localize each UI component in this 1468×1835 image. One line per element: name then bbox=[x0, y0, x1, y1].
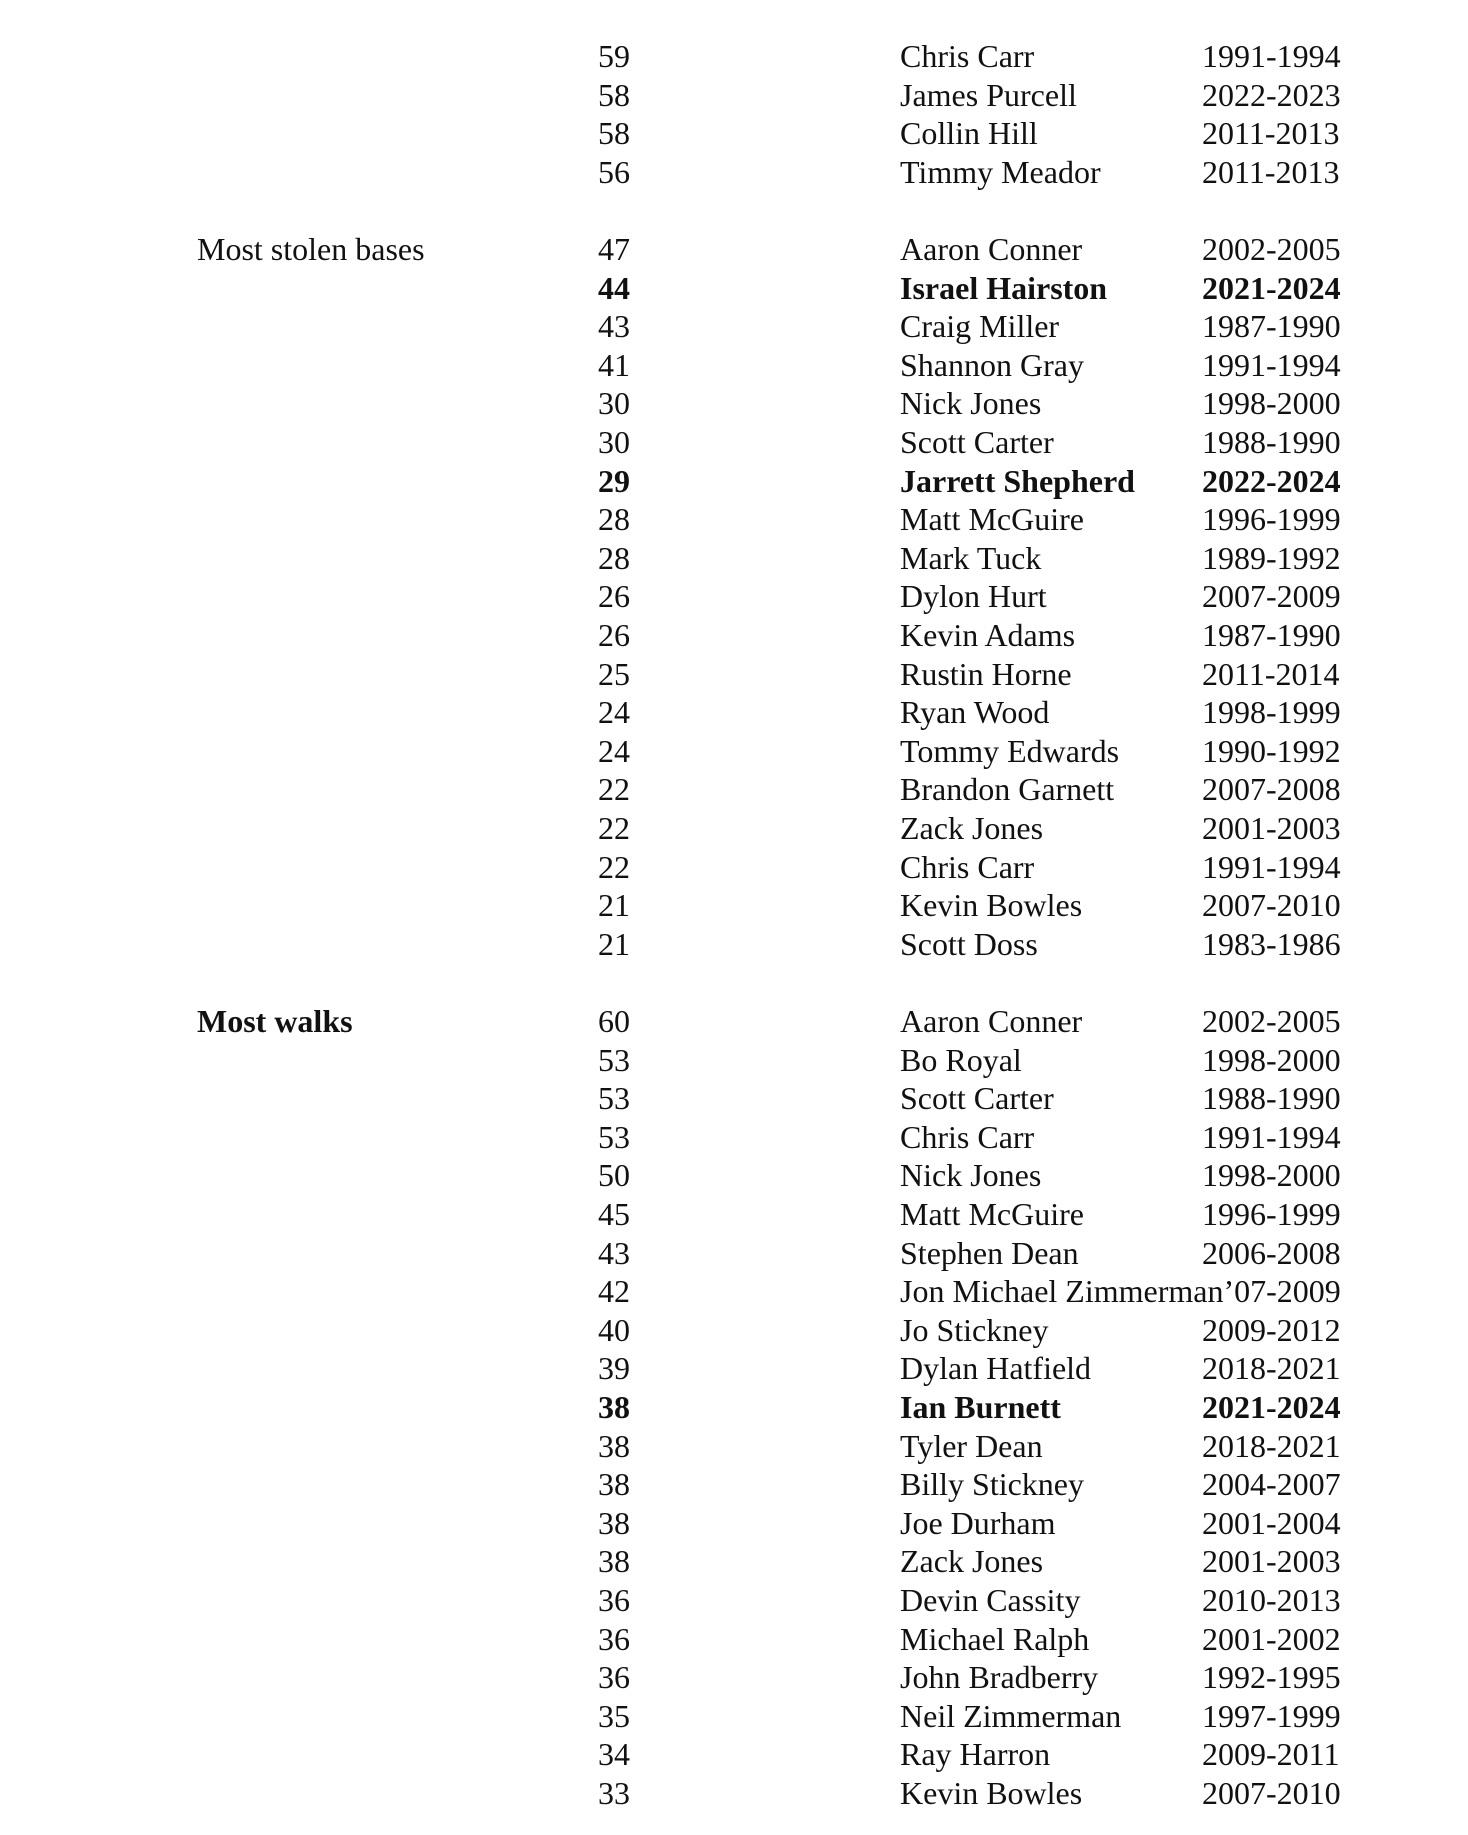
record-value: 28 bbox=[598, 539, 630, 576]
record-row bbox=[0, 1002, 1468, 1041]
player-years: 2002-2005 bbox=[1202, 231, 1341, 267]
player-years: 1997-1999 bbox=[1202, 1697, 1341, 1734]
player-name: Aaron Conner bbox=[900, 1003, 1083, 1039]
player-years: 2001-2004 bbox=[1202, 1504, 1341, 1541]
record-value: 38 bbox=[598, 1427, 630, 1464]
record-value: 44 bbox=[598, 269, 630, 306]
record-value: 38 bbox=[598, 1543, 630, 1580]
record-value: 28 bbox=[598, 501, 630, 538]
record-row bbox=[0, 732, 1468, 771]
player-years: 1991-1994 bbox=[1202, 848, 1341, 885]
record-row bbox=[0, 539, 1468, 578]
player-years: 2011-2014 bbox=[1202, 655, 1340, 692]
record-value: 60 bbox=[598, 1003, 630, 1039]
record-value: 56 bbox=[598, 153, 630, 190]
player-years: 1989-1992 bbox=[1202, 539, 1341, 576]
record-row bbox=[0, 1504, 1468, 1543]
player-name: Scott Doss bbox=[900, 925, 1038, 962]
record-row bbox=[0, 76, 1468, 115]
player-name: Jarrett Shepherd bbox=[900, 462, 1135, 499]
record-row bbox=[0, 462, 1468, 501]
record-row bbox=[0, 37, 1468, 76]
record-value: 38 bbox=[598, 1466, 630, 1503]
player-name: Neil Zimmerman bbox=[900, 1697, 1122, 1734]
record-row bbox=[0, 1272, 1468, 1311]
record-row bbox=[0, 1041, 1468, 1080]
record-value: 36 bbox=[598, 1659, 630, 1696]
record-row bbox=[0, 346, 1468, 385]
record-row bbox=[0, 848, 1468, 887]
player-name: Bo Royal bbox=[900, 1041, 1022, 1078]
player-name: Dylan Hatfield bbox=[900, 1350, 1092, 1387]
player-name: Nick Jones bbox=[900, 1157, 1042, 1194]
record-value: 22 bbox=[598, 771, 630, 808]
player-name: Aaron Conner bbox=[900, 231, 1083, 267]
player-years: 1998-2000 bbox=[1202, 1157, 1341, 1194]
player-name: Matt McGuire bbox=[900, 501, 1084, 538]
record-value: 26 bbox=[598, 578, 630, 615]
record-value: 38 bbox=[598, 1504, 630, 1541]
player-years: 1991-1994 bbox=[1202, 1118, 1341, 1155]
record-value: 29 bbox=[598, 462, 630, 499]
player-name: Shannon Gray bbox=[900, 346, 1084, 383]
record-value: 26 bbox=[598, 616, 630, 653]
player-years: 2018-2021 bbox=[1202, 1350, 1341, 1387]
record-value: 53 bbox=[598, 1041, 630, 1078]
record-row bbox=[0, 1465, 1468, 1504]
record-value: 41 bbox=[598, 346, 630, 383]
player-name: Zack Jones bbox=[900, 809, 1044, 846]
record-value: 36 bbox=[598, 1620, 630, 1657]
player-name: James Purcell bbox=[900, 76, 1077, 113]
player-years: 2018-2021 bbox=[1202, 1427, 1341, 1464]
record-value: 22 bbox=[598, 848, 630, 885]
record-value: 40 bbox=[598, 1311, 630, 1348]
record-row bbox=[0, 1658, 1468, 1697]
player-years: 2004-2007 bbox=[1202, 1466, 1341, 1503]
player-years: 1996-1999 bbox=[1202, 1195, 1341, 1232]
player-years: 1983-1986 bbox=[1202, 925, 1341, 962]
record-value: 38 bbox=[598, 1388, 630, 1425]
player-years: 2011-2013 bbox=[1202, 153, 1340, 190]
player-name: Craig Miller bbox=[900, 308, 1060, 345]
record-rows bbox=[0, 230, 1468, 963]
record-value: 53 bbox=[598, 1080, 630, 1117]
player-years: 2007-2009 bbox=[1202, 578, 1341, 615]
player-name: Devin Cassity bbox=[900, 1581, 1081, 1618]
record-value: 50 bbox=[598, 1157, 630, 1194]
player-name: Dylon Hurt bbox=[900, 578, 1047, 615]
record-row bbox=[0, 1079, 1468, 1118]
player-name: Israel Hairston bbox=[900, 269, 1108, 306]
record-value: 25 bbox=[598, 655, 630, 692]
player-years: 2011-2013 bbox=[1202, 115, 1340, 152]
player-name: Jo Stickney bbox=[900, 1311, 1049, 1348]
record-value: 43 bbox=[598, 308, 630, 345]
record-row bbox=[0, 1388, 1468, 1427]
player-name: Ray Harron bbox=[900, 1736, 1051, 1773]
player-years: 1998-2000 bbox=[1202, 1041, 1341, 1078]
player-name: Scott Carter bbox=[900, 423, 1054, 460]
record-row bbox=[0, 153, 1468, 192]
record-value: 39 bbox=[598, 1350, 630, 1387]
player-name: Kevin Bowles bbox=[900, 887, 1083, 924]
record-row bbox=[0, 1311, 1468, 1350]
player-years: 2021-2024 bbox=[1202, 269, 1341, 306]
record-row bbox=[0, 307, 1468, 346]
record-row bbox=[0, 886, 1468, 925]
player-name: Collin Hill bbox=[900, 115, 1038, 152]
record-rows bbox=[0, 1002, 1468, 1812]
record-row bbox=[0, 1697, 1468, 1736]
record-row bbox=[0, 1542, 1468, 1581]
record-rows bbox=[0, 37, 1468, 191]
player-name: Matt McGuire bbox=[900, 1195, 1084, 1232]
player-name: Nick Jones bbox=[900, 385, 1042, 422]
record-row bbox=[0, 655, 1468, 694]
record-row bbox=[0, 1620, 1468, 1659]
player-years: 2009-2012 bbox=[1202, 1311, 1341, 1348]
player-name: Mark Tuck bbox=[900, 539, 1042, 576]
record-row bbox=[0, 1735, 1468, 1774]
record-value: 53 bbox=[598, 1118, 630, 1155]
record-value: 30 bbox=[598, 423, 630, 460]
record-value: 22 bbox=[598, 809, 630, 846]
record-value: 30 bbox=[598, 385, 630, 422]
record-value: 24 bbox=[598, 694, 630, 731]
player-name: Chris Carr bbox=[900, 848, 1035, 885]
record-row bbox=[0, 1581, 1468, 1620]
section-label: Most walks bbox=[197, 1003, 353, 1039]
record-row bbox=[0, 269, 1468, 308]
player-name: Tommy Edwards bbox=[900, 732, 1120, 769]
player-name: Stephen Dean bbox=[900, 1234, 1079, 1271]
record-row bbox=[0, 577, 1468, 616]
player-years: 1996-1999 bbox=[1202, 501, 1341, 538]
record-value: 35 bbox=[598, 1697, 630, 1734]
player-years: 1987-1990 bbox=[1202, 308, 1341, 345]
player-name: Rustin Horne bbox=[900, 655, 1072, 692]
player-name: Zack Jones bbox=[900, 1543, 1044, 1580]
player-name: John Bradberry bbox=[900, 1659, 1099, 1696]
player-years: 2021-2024 bbox=[1202, 1388, 1341, 1425]
player-years: 2010-2013 bbox=[1202, 1581, 1341, 1618]
record-value: 36 bbox=[598, 1581, 630, 1618]
player-name: Joe Durham bbox=[900, 1504, 1056, 1541]
player-years: 2001-2003 bbox=[1202, 809, 1341, 846]
player-years: 2007-2010 bbox=[1202, 887, 1341, 924]
player-name: Ian Burnett bbox=[900, 1388, 1061, 1425]
record-row bbox=[0, 770, 1468, 809]
record-row bbox=[0, 230, 1468, 269]
record-row bbox=[0, 616, 1468, 655]
record-row bbox=[0, 1156, 1468, 1195]
player-name: Michael Ralph bbox=[900, 1620, 1090, 1657]
player-name: Billy Stickney bbox=[900, 1466, 1084, 1503]
player-name: Kevin Bowles bbox=[900, 1774, 1083, 1811]
player-name: Kevin Adams bbox=[900, 616, 1076, 653]
record-row bbox=[0, 925, 1468, 964]
record-row bbox=[0, 693, 1468, 732]
record-row bbox=[0, 1118, 1468, 1157]
player-name: Scott Carter bbox=[900, 1080, 1054, 1117]
player-years: 2001-2003 bbox=[1202, 1543, 1341, 1580]
player-name: Tyler Dean bbox=[900, 1427, 1043, 1464]
player-years: 1987-1990 bbox=[1202, 616, 1341, 653]
player-years: 1991-1994 bbox=[1202, 346, 1341, 383]
player-name: Brandon Garnett bbox=[900, 771, 1115, 808]
player-years: 1991-1994 bbox=[1202, 38, 1341, 74]
record-value: 33 bbox=[598, 1774, 630, 1811]
record-value: 21 bbox=[598, 887, 630, 924]
record-row bbox=[0, 809, 1468, 848]
record-row bbox=[0, 1195, 1468, 1234]
player-name: Jon Michael Zimmerman’07-2009 bbox=[900, 1273, 1341, 1310]
record-value: 58 bbox=[598, 115, 630, 152]
section-label: Most stolen bases bbox=[197, 231, 425, 267]
player-years: 2009-2011 bbox=[1202, 1736, 1340, 1773]
record-value: 45 bbox=[598, 1195, 630, 1232]
record-row bbox=[0, 384, 1468, 423]
player-years: 2007-2010 bbox=[1202, 1774, 1341, 1811]
player-name: Ryan Wood bbox=[900, 694, 1050, 731]
player-name: Timmy Meador bbox=[900, 153, 1101, 190]
record-row bbox=[0, 1234, 1468, 1273]
player-years: 2002-2005 bbox=[1202, 1003, 1341, 1039]
player-years: 2022-2023 bbox=[1202, 76, 1341, 113]
player-years: 1988-1990 bbox=[1202, 1080, 1341, 1117]
player-years: 1992-1995 bbox=[1202, 1659, 1341, 1696]
record-value: 58 bbox=[598, 76, 630, 113]
record-row bbox=[0, 1349, 1468, 1388]
player-name: Chris Carr bbox=[900, 38, 1035, 74]
record-row bbox=[0, 114, 1468, 153]
player-years: 1998-1999 bbox=[1202, 694, 1341, 731]
record-value: 24 bbox=[598, 732, 630, 769]
player-years: 1998-2000 bbox=[1202, 385, 1341, 422]
record-row bbox=[0, 1427, 1468, 1466]
record-row bbox=[0, 500, 1468, 539]
player-years: 2022-2024 bbox=[1202, 462, 1341, 499]
record-value: 47 bbox=[598, 231, 630, 267]
record-row bbox=[0, 423, 1468, 462]
record-value: 34 bbox=[598, 1736, 630, 1773]
player-years: 2001-2002 bbox=[1202, 1620, 1341, 1657]
record-value: 42 bbox=[598, 1273, 630, 1310]
player-years: 1990-1992 bbox=[1202, 732, 1341, 769]
player-years: 1988-1990 bbox=[1202, 423, 1341, 460]
record-value: 43 bbox=[598, 1234, 630, 1271]
player-years: 2006-2008 bbox=[1202, 1234, 1341, 1271]
record-row bbox=[0, 1774, 1468, 1813]
record-value: 59 bbox=[598, 38, 630, 74]
player-years: 2007-2008 bbox=[1202, 771, 1341, 808]
record-value: 21 bbox=[598, 925, 630, 962]
player-name: Chris Carr bbox=[900, 1118, 1035, 1155]
